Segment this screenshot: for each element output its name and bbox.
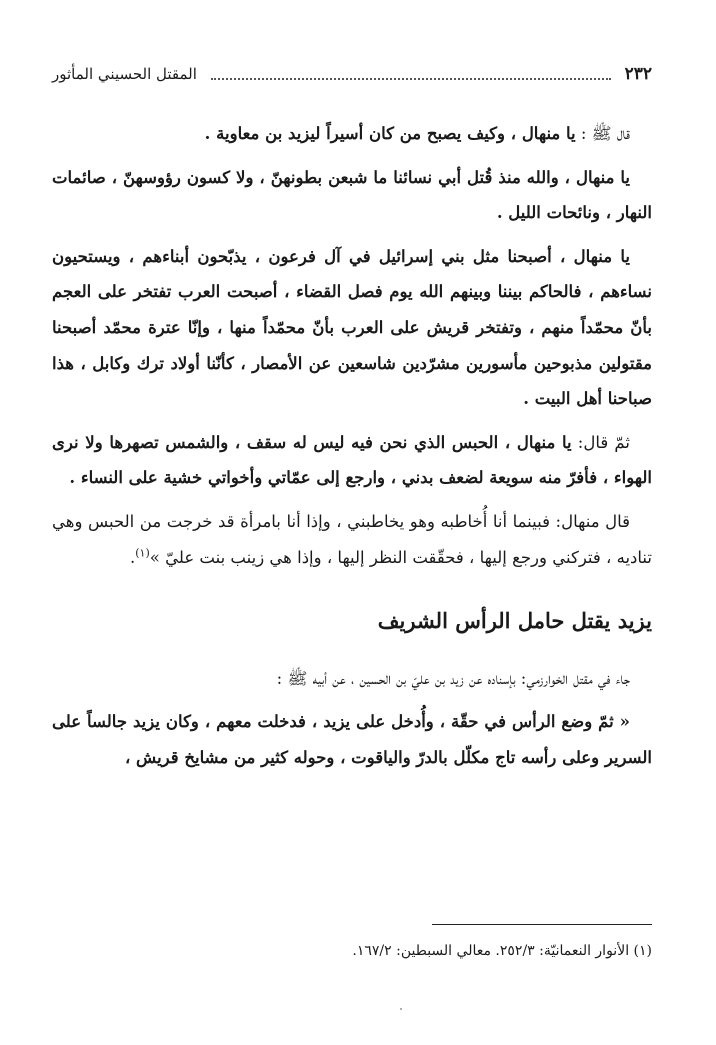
header-dotted-leader	[211, 76, 611, 80]
paragraph-2: يا منهال ، والله منذ قُتل أبي نسائنا ما شبعن بطونهنّ ، ولا كسون رؤوسهنّ ، صائمات النهار ، ونائحات الليل .	[52, 167, 652, 223]
book-page	[52, 0, 652, 1045]
paragraph-4-text: يا منهال ، الحبس الذي نحن فيه ليس له سقف ، والشمس تصهرها ولا نرى الهواء ، فأفرّ منه سويعة لضعف بدني ، وارجع إلى عمّاتي وأخواتي خشية على النساء .	[52, 432, 652, 488]
footnote	[52, 940, 652, 962]
running-header	[52, 62, 652, 86]
footnote-text: الأنوار النعمانيّة: ٢٥٢/٣. معالي السبطين: ١٦٧/٢.	[352, 943, 630, 959]
paragraph-5-end: .	[130, 547, 136, 567]
paragraph-4-lead: ثمّ قال:	[571, 432, 630, 452]
footnote-separator	[432, 924, 652, 925]
section-quote: « ثمّ وضع الرأس في حقّة ، وأُدخل على يزيد ، فدخلت معهم ، وكان يزيد جالساً على السرير وعلى رأسه تاج مكلّل بالدرّ والياقوت ، وحوله كثير من مشايخ قريش ،	[52, 712, 652, 767]
paragraph-1-lead: قال ﷺ :	[575, 124, 630, 143]
footnote-reference[interactable]: (١)	[135, 546, 150, 560]
paragraph-1-text: يا منهال ، وكيف يصبح من كان أسيراً ليزيد بن معاوية .	[204, 124, 576, 143]
paragraph-5	[52, 504, 652, 575]
page-number: ٢٣٢	[624, 64, 652, 84]
main-text	[52, 116, 652, 784]
book-title: المقتل الحسيني المأثور	[52, 65, 197, 83]
paragraph-1	[52, 116, 652, 152]
paragraph-3: يا منهال ، أصبحنا مثل بني إسرائيل في آل فرعون ، يذبّحون أبناءهم ، ويستحيون نساءهم ، فالحاكم بيننا وبينهم الله يوم فصل القضاء ، أصبحت العرب تفتخر على العجم بأنّ محمّداً منهم ، وتفتخر قريش على العرب بأنّ محمّداً منها ، وإنّا عترة محمّد أصبحنا مقتولين مذبوحين مأسورين مشرّدين شاسعين عن الأمصار ، كأنّنا أولاد ترك وكابل ، هذا صباحنا أهل البيت .	[52, 246, 652, 409]
paragraph-5-text: قال منهال: فبينما أنا أُخاطبه وهو يخاطبني ، وإذا أنا بامرأة قد خرجت من الحبس وهي تناديه ، فتركني ورجع إليها ، فحقّقت النظر إليها ، وإذا هي زينب بنت عليّ »	[52, 511, 652, 567]
footnote-marker: (١)	[633, 943, 652, 959]
page-speck	[400, 1008, 402, 1010]
section-intro: جاء في مقتل الخوارزمي: بإسناده عن زيد بن عليّ بن الحسين ، عن أبيه ﷺ :	[276, 668, 630, 688]
paragraph-4	[52, 425, 652, 496]
section-heading: يزيد يقتل حامل الرأس الشريف	[377, 608, 652, 634]
